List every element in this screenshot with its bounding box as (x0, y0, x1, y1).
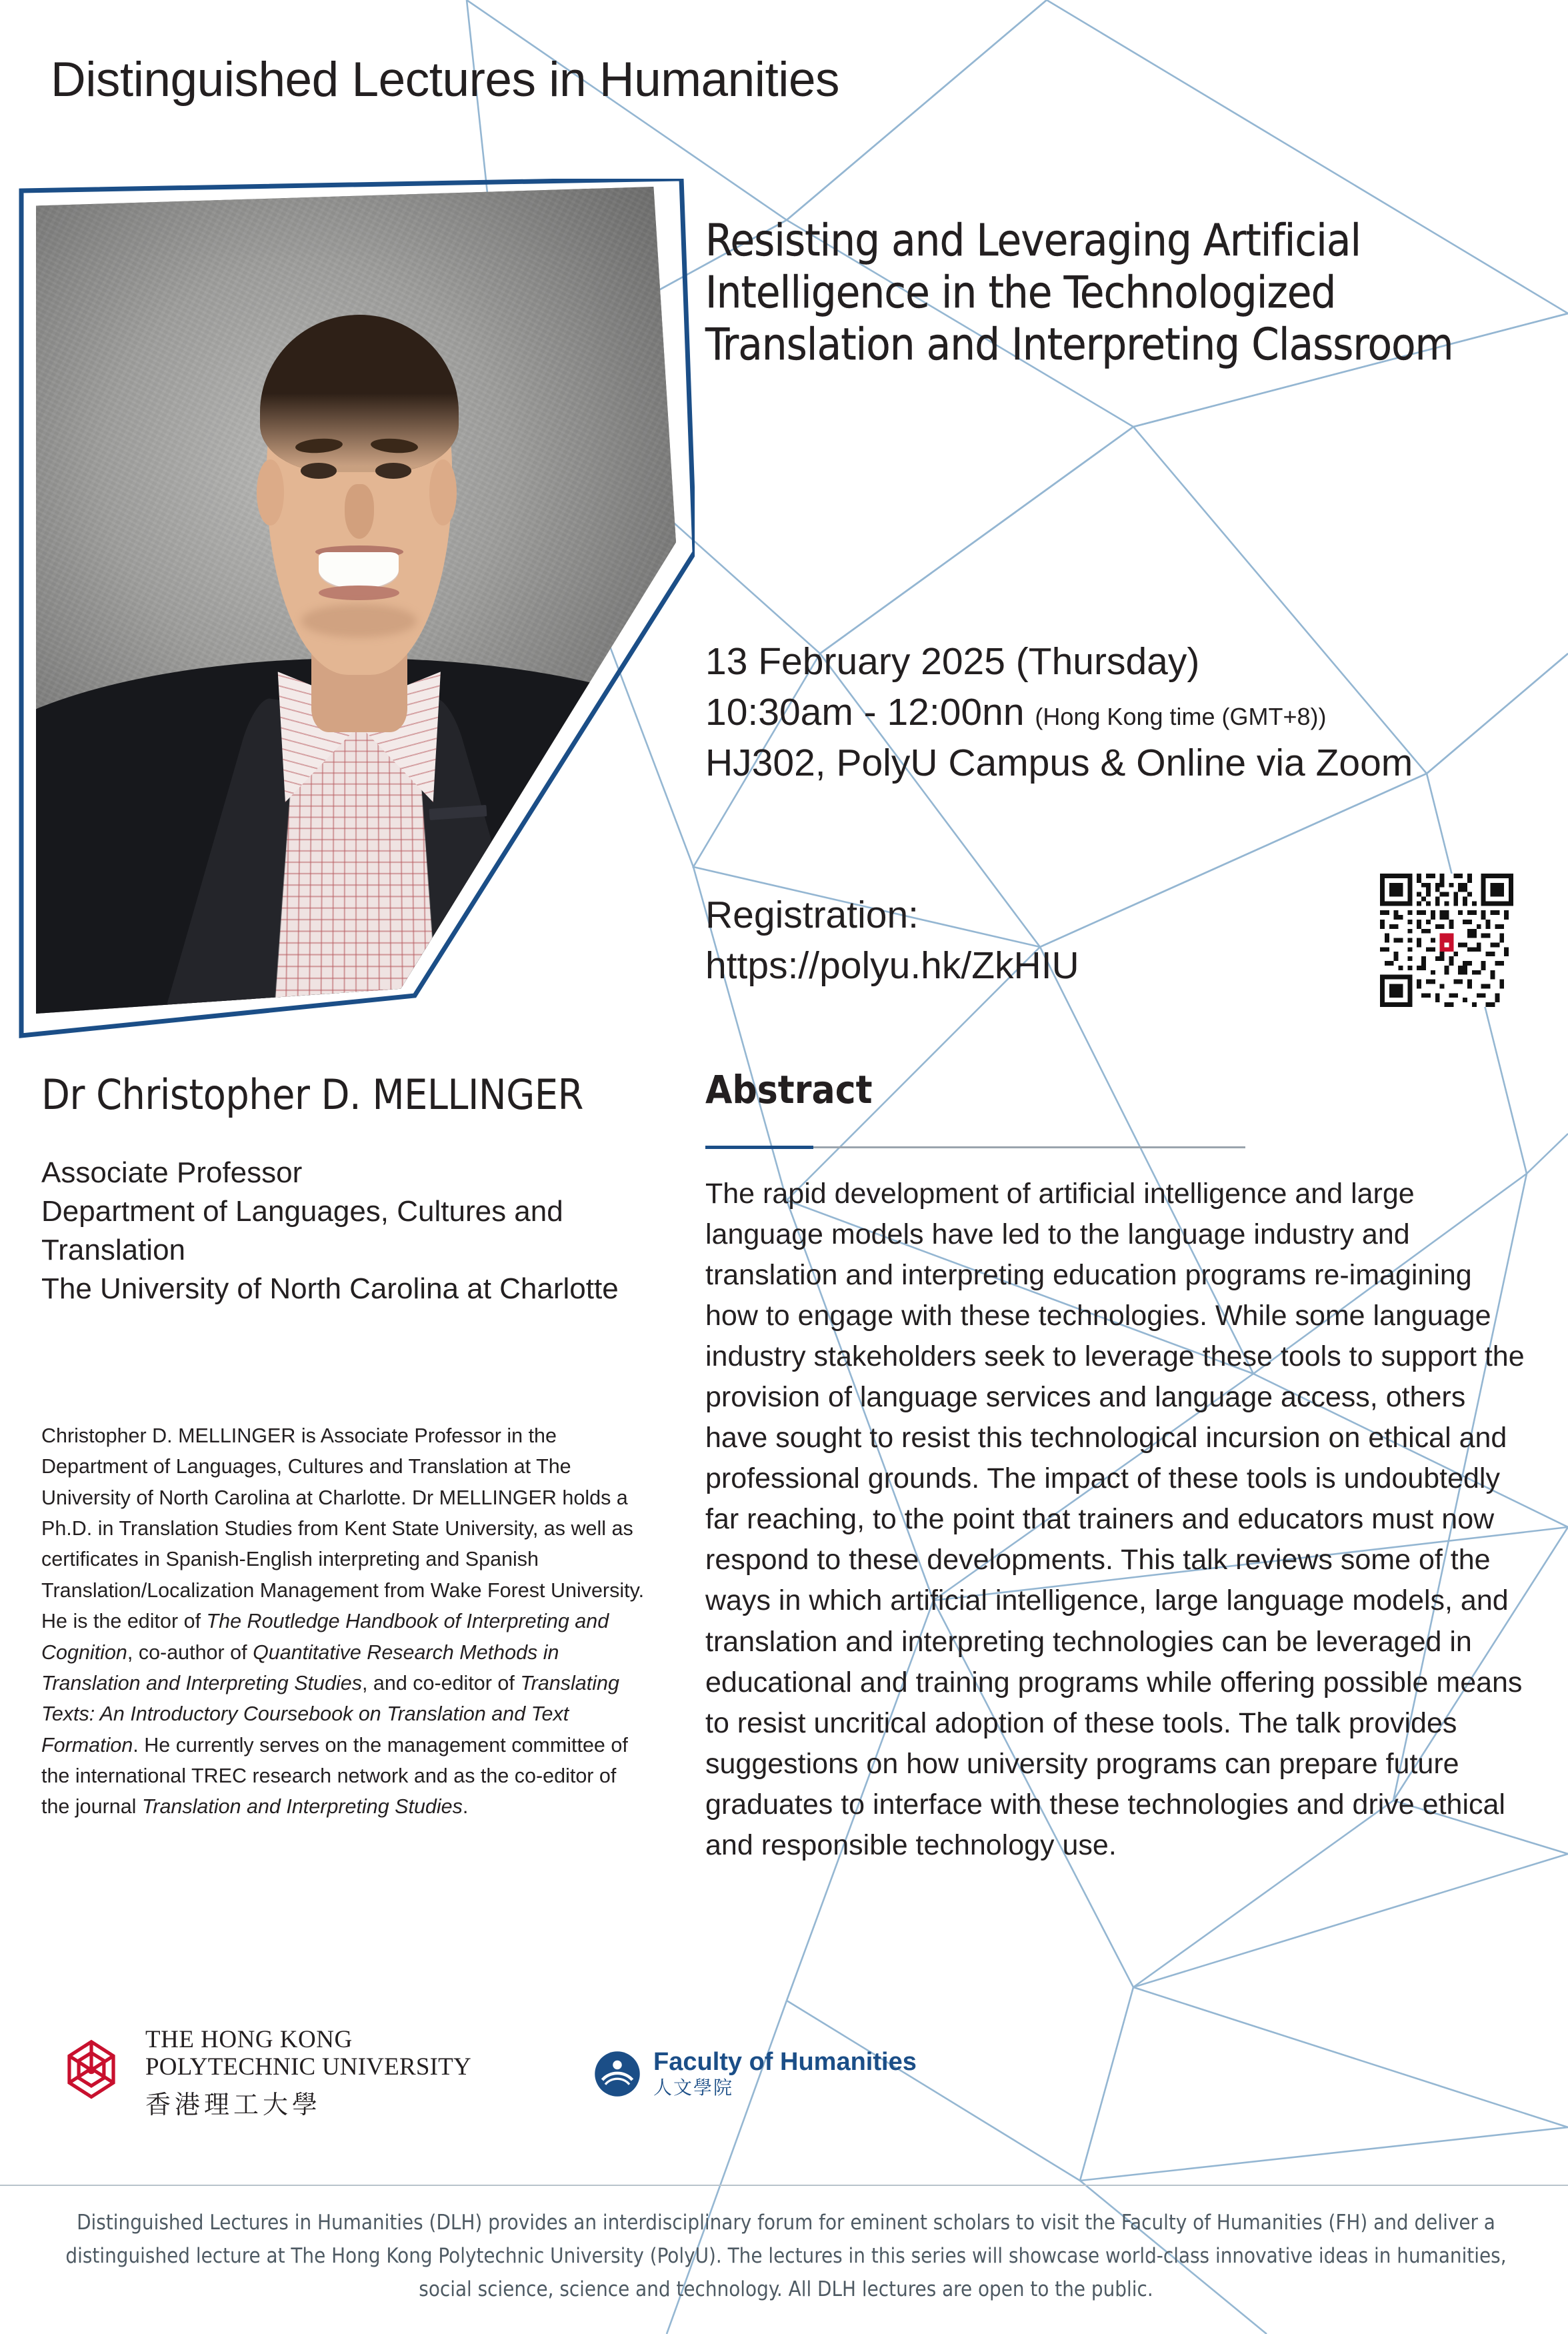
speaker-affiliation-line: The University of North Carolina at Charlotte (41, 1272, 619, 1306)
polyu-logo-text (145, 2026, 471, 2121)
faculty-name-zh: 人文學院 (653, 2077, 734, 2098)
event-details (705, 637, 1539, 788)
faculty-of-humanities-logo (593, 2049, 917, 2099)
lecture-title: Resisting and Leveraging Artificial Intelligence in the Technologized Translation and Interpreting Classroom (705, 215, 1453, 370)
registration-link[interactable]: https://polyu.hk/ZkHIU (705, 944, 1079, 987)
abstract-heading: Abstract (705, 1067, 873, 1112)
faculty-emblem-icon (593, 2050, 641, 2098)
speaker-affiliation-line: Department of Languages, Cultures and Translation (41, 1195, 563, 1267)
polyu-name-line1: THE HONG KONG (145, 2026, 353, 2053)
registration-block (705, 890, 1305, 992)
speaker-photo (15, 179, 695, 1039)
event-time-row (705, 688, 1539, 738)
speaker-name: Dr Christopher D. MELLINGER (41, 1070, 583, 1119)
polyu-name-zh: 香港理工大學 (145, 2091, 322, 2119)
registration-label: Registration: (705, 894, 919, 936)
faculty-logo-text (653, 2049, 917, 2099)
abstract-rule-accent (705, 1146, 813, 1149)
polyu-emblem-icon (52, 2034, 131, 2113)
page-title: Distinguished Lectures in Humanities (51, 53, 840, 107)
event-venue: HJ302, PolyU Campus & Online via Zoom (705, 741, 1413, 784)
footer-divider (0, 2185, 1568, 2186)
faculty-name-en: Faculty of Humanities (653, 2048, 917, 2076)
photo-frame-outline (15, 179, 695, 1039)
speaker-affiliation (41, 1154, 655, 1308)
event-timezone: (Hong Kong time (GMT+8)) (1035, 702, 1327, 730)
qr-code-icon[interactable] (1380, 874, 1513, 1007)
event-time: 10:30am - 12:00nn (705, 690, 1025, 734)
abstract-rule (813, 1146, 1245, 1148)
abstract-body: The rapid development of artificial intelligence and large language models have led to the language industry and translation and interpreting education programs re-imagining how to engage with these technologies. While some language industry stakeholders seek to leverage these tools to support the provision of language services and language access, others have sought to resist this technological incursion on ethical and professional grounds. The impact of these tools is undoubtedly far reaching, to the point that trainers and educators must now respond to these developments. This talk reviews some of the ways in which artificial intelligence, large language models, and translation and interpreting technologies can be leveraged in educational and training programs while offering possible means to resist uncritical adoption of these tools. The talk provides suggestions on how university programs can prepare future graduates to interface with these technologies and drive ethical and responsible technology use. (705, 1178, 1525, 1861)
polyu-logo (52, 2026, 471, 2121)
speaker-affiliation-line: Associate Professor (41, 1156, 303, 1189)
polyu-name-line2: POLYTECHNIC UNIVERSITY (145, 2053, 471, 2081)
footer-note: Distinguished Lectures in Humanities (DLH) provides an interdisciplinary forum for eminent scholars to visit the Faculty of Humanities (FH) and deliver a distinguished lecture at The Hong Kong Polytechnic University (PolyU). The lectures in this series will showcase world-class innovative ideas in humanities, social science, science and technology. All DLH lectures are open to the public. (65, 2211, 1507, 2302)
speaker-bio: Christopher D. MELLINGER is Associate Professor in the Department of Languages, Cultures and Translation at The University of North Carolina at Charlotte. Dr MELLINGER holds a Ph.D. in Translation Studies from Kent State University, as well as certificates in Spanish-English interpreting and Spanish Translation/Localization Management from Wake Forest University. He is the editor of The Routledge Handbook of Interpreting and Cognition, co-author of Quantitative Research Methods in Translation and Interpreting Studies, and co-editor of Translating Texts: An Introductory Coursebook on Translation and Text Formation. He currently serves on the management committee of the international TREC research network and as the co-editor of the journal Translation and Interpreting Studies. (41, 1424, 645, 1819)
event-date: 13 February 2025 (Thursday) (705, 640, 1200, 683)
